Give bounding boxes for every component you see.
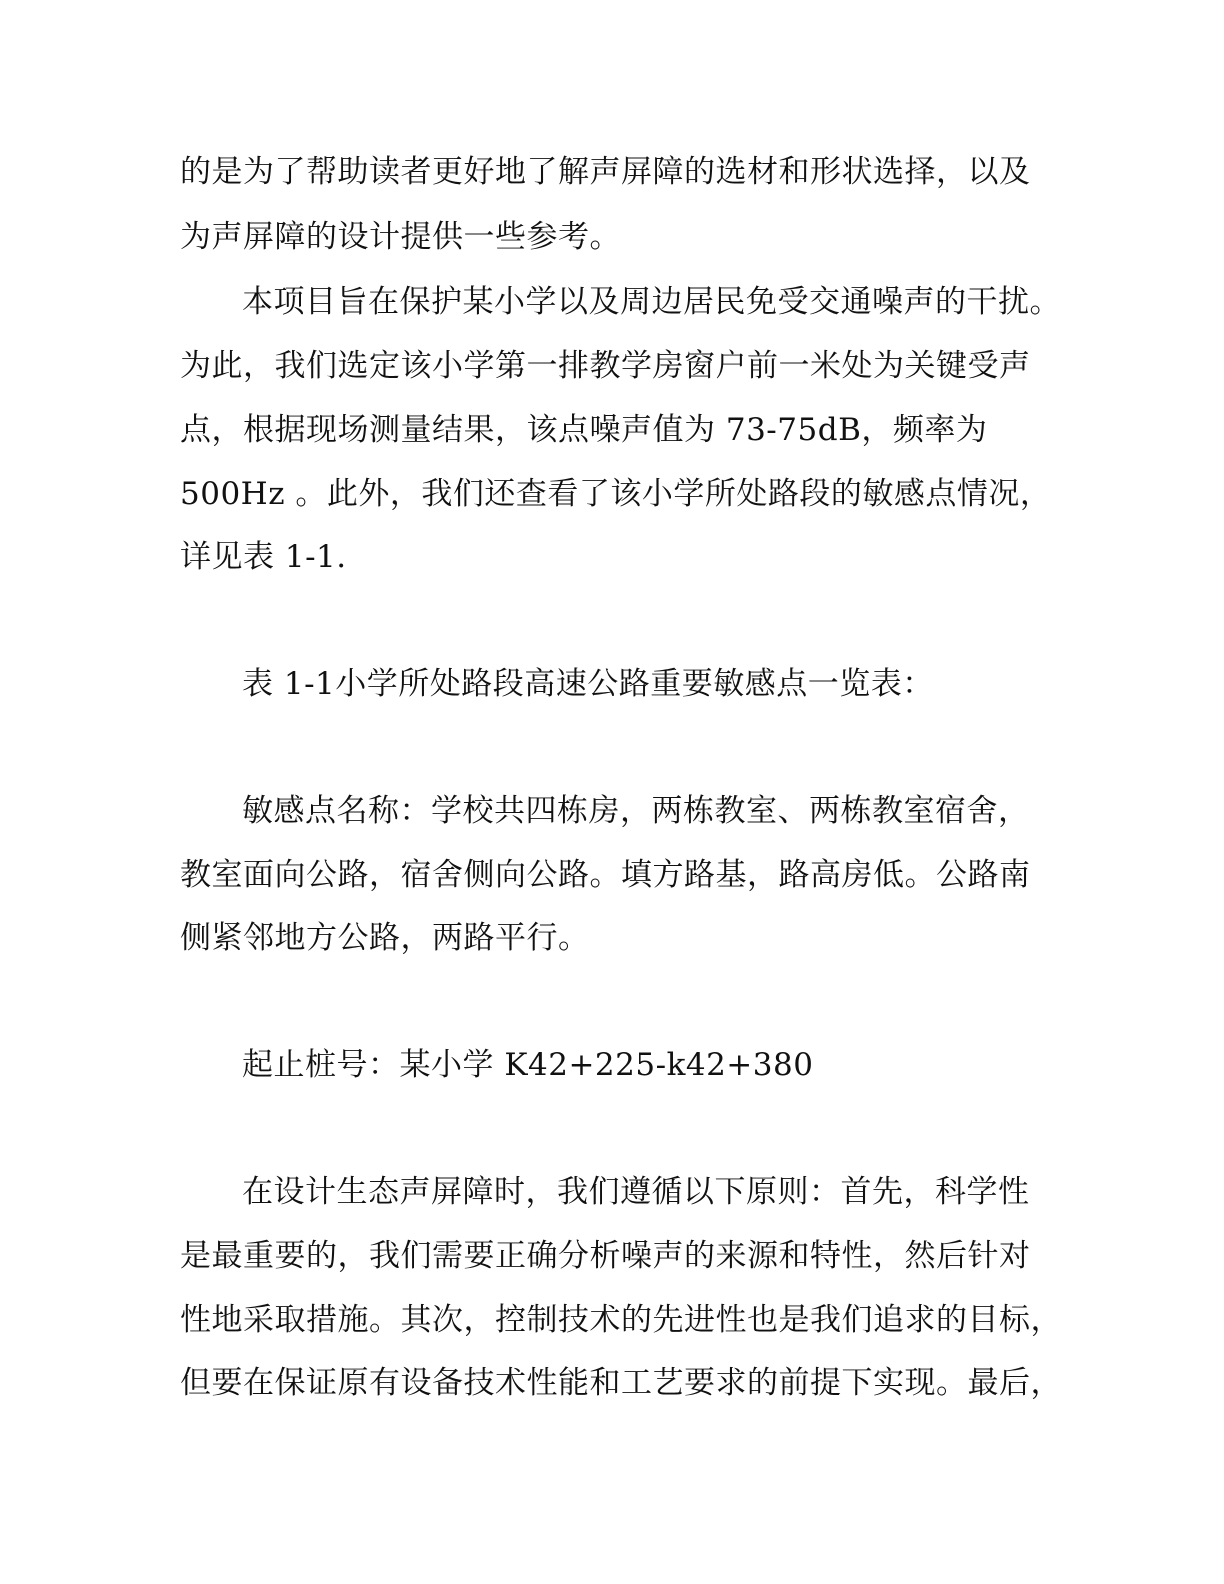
- text-line: 但要在保证原有设备技术性能和工艺要求的前提下实现。最后，: [180, 1365, 1062, 1401]
- stake-numbers: 起止桩号：某小学 K42+225-k42+380: [242, 1047, 814, 1083]
- table-caption: 表 1-1小学所处路段高速公路重要敏感点一览表：: [242, 666, 934, 702]
- text-line: 点，根据现场测量结果，该点噪声值为 73-75dB，频率为: [180, 412, 988, 448]
- text-line: 性地采取措施。其次，控制技术的先进性也是我们追求的目标，: [180, 1302, 1062, 1338]
- text-line: 为声屏障的设计提供一些参考。: [180, 219, 621, 255]
- text-line: 在设计生态声屏障时，我们遵循以下原则：首先，科学性: [242, 1174, 1030, 1210]
- text-line: 是最重要的，我们需要正确分析噪声的来源和特性，然后针对: [180, 1238, 1031, 1274]
- text-line: 500Hz 。此外，我们还查看了该小学所处路段的敏感点情况，: [180, 476, 1052, 512]
- text-line: 详见表 1-1.: [180, 539, 347, 575]
- text-line: 教室面向公路，宿舍侧向公路。填方路基，路高房低。公路南: [180, 857, 1031, 893]
- text-line: 本项目旨在保护某小学以及周边居民免受交通噪声的干扰。: [242, 284, 1061, 320]
- text-line: 侧紧邻地方公路，两路平行。: [180, 920, 590, 956]
- text-line: 为此，我们选定该小学第一排教学房窗户前一米处为关键受声: [180, 348, 1031, 384]
- text-line: 敏感点名称：学校共四栋房，两栋教室、两栋教室宿舍，: [242, 793, 1030, 829]
- text-line: 的是为了帮助读者更好地了解声屏障的选材和形状选择，以及: [180, 154, 1031, 190]
